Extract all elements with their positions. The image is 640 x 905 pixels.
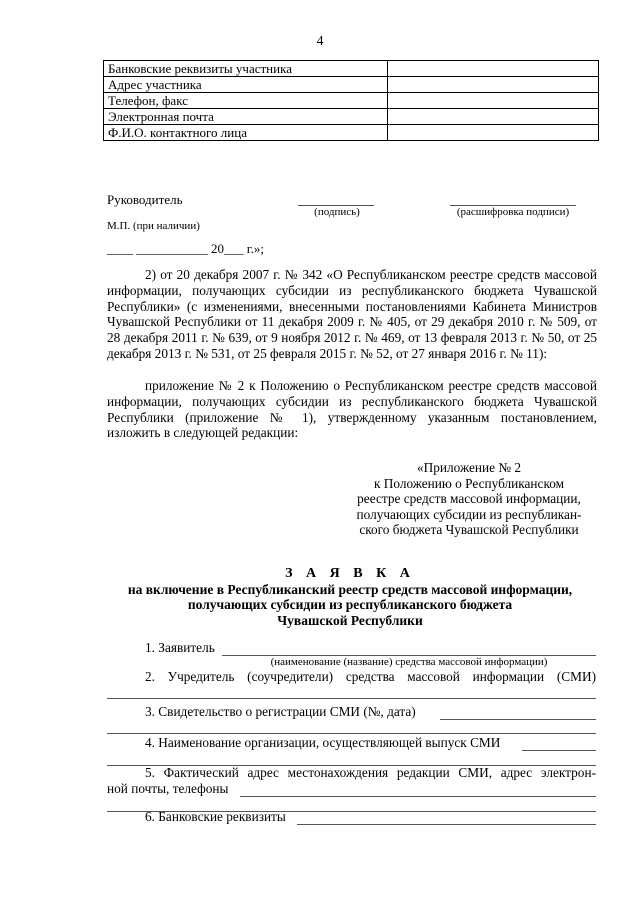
body-appendix-para [107,378,597,441]
appendix-line: ского бюджета Чувашской Республики [359,522,579,537]
body-appendix-para-text: приложение № 2 к Положению о Республиканском реестре средств массовой информации, получающих субсидии из республиканского бюджета Чувашской Республики (приложение № 1), утвержденному указанным постановлением, изложить в следующей редакции: [107,378,597,441]
participant-details-table [103,60,599,141]
field-address-line [240,796,596,797]
table-cell-value [388,93,599,109]
field-address-label-cont: ной почты, телефоны [107,781,229,796]
field-organization-line [522,750,596,751]
appendix-note [340,460,598,538]
appendix-line: «Приложение № 2 [417,460,521,475]
date-line: ____ ___________ 20___ г.»; [107,241,264,256]
table-cell-label: Электронная почта [104,109,388,125]
table-row [104,109,599,125]
decoding-caption: (расшифровка подписи) [456,206,570,218]
table-cell-value [388,125,599,141]
field-address-label: 5. Фактический адрес местонахождения редакции СМИ, адрес электрон- [145,765,596,780]
body-item-2 [107,267,597,362]
table-row [104,93,599,109]
form-title-line: на включение в Республиканский реестр средств массовой информации, [127,581,573,597]
body-item-2-text: 2) от 20 декабря 2007 г. № 342 «О Республиканском реестре средств массовой информации, получающих субсидии из республиканского бюджета Чувашской Республики» (с изменениями, внесенными постановлениями Кабинета Министров Чувашской Республики от 11 декабря 2009 г. № 405, от 29 декабря 2010 г. № 509, от 28 декабря 2011 г. № 639, от 9 ноября 2012 г. № 469, от 13 февраля 2013 г. № 50, от 25 декабря 2013 г. № 531, от 25 февраля 2015 г. № 52, от 27 января 2016 г. № 11): [107,267,597,361]
field-certificate-line-2 [107,733,596,734]
table-row [104,61,599,77]
table-row [104,77,599,93]
table-cell-label: Адрес участника [104,77,388,93]
field-applicant-label: 1. Заявитель [145,640,215,655]
table-row [104,125,599,141]
appendix-line: получающих субсидии из республикан- [356,506,582,522]
table-cell-label: Ф.И.О. контактного лица [104,125,388,141]
field-organization-label: 4. Наименование организации, осуществляющей выпуск СМИ [145,735,501,750]
form-title-line: Чувашской Республики [277,612,423,628]
field-certificate-label: 3. Свидетельство о регистрации СМИ (№, дата) [145,704,416,719]
form-title-line: получающих субсидии из республиканского бюджета [187,597,513,612]
form-title-main: З А Я В К А [285,566,415,581]
table-cell-label: Банковские реквизиты участника [104,61,388,77]
table-cell-value [388,109,599,125]
table-cell-value [388,77,599,93]
form-title [100,566,600,628]
table-cell-label: Телефон, факс [104,93,388,109]
appendix-line: к Положению о Республиканском [373,475,565,491]
page-number: 4 [316,34,324,49]
field-bank-label: 6. Банковские реквизиты [145,809,286,824]
table-cell-value [388,61,599,77]
field-certificate-line [440,719,596,720]
field-founder-label: 2. Учредитель (соучредители) средства массовой информации (СМИ) [145,669,596,684]
signature-caption: (подпись) [314,206,360,218]
head-label: Руководитель [107,192,183,207]
field-bank-line [297,824,596,825]
field-founder-line [107,698,596,699]
field-applicant-caption: (наименование (название) средства массовой информации) [270,656,548,668]
stamp-label: М.П. (при наличии) [107,220,200,232]
appendix-line: реестре средств массовой информации, [357,491,581,506]
